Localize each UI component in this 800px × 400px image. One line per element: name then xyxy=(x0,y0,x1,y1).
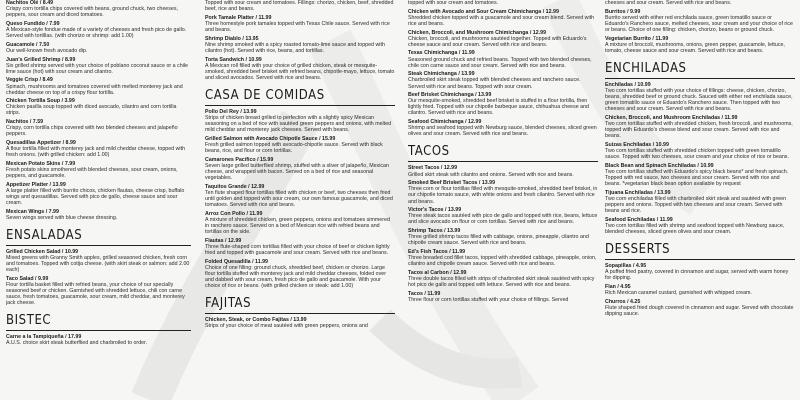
menu-item xyxy=(6,182,191,206)
menu-column-3 xyxy=(408,0,598,400)
menu-item-name: Flan / 4.95 xyxy=(605,283,631,290)
menu-item xyxy=(408,9,598,27)
menu-item-description: Spinach, mushrooms and tomatoes covered with melted monterey jack and cheddar cheese on top of a crispy flour tortilla. xyxy=(6,83,183,96)
menu-item-description: A mixture of broccoli, mushrooms, onions, green pepper, guacamole, lettuce, tomato, cheese sauce and sour cream. Served with rice and beans. xyxy=(605,41,785,54)
menu-item-name: Chicken, Steak, or Combo Fajitas / 13.99 xyxy=(205,317,307,323)
menu-item-description: Two corn tortillas stuffed with your choice of fillings: cheese, chicken, chorizo, beans, shredded beef or ground chuck. Sauced with either red enchilada sauce, green tomatillo sauce or Eduardo's Ranchero sauce. Then topped with two cheeses and sour cream. Served with rice and beans. xyxy=(605,88,793,113)
menu-item xyxy=(6,0,191,18)
menu-item xyxy=(408,228,598,246)
menu-item-description: Seven large grilled butterflied shrimp, stuffed with a sliver of jalapeño, Mexican cheese, and wrapped with bacon. Served on a bed of rice and seasonal vegetables. xyxy=(205,162,389,182)
menu-item xyxy=(6,140,191,158)
menu-item xyxy=(408,270,598,288)
menu-item-description: Nine shrimp smoked with a spicy roasted tomato-lime sauce and topped with cilantro (hot). Served with rice, beans, and tortillas. xyxy=(205,41,385,54)
menu-item xyxy=(205,259,395,289)
menu-item xyxy=(205,36,395,54)
menu-item-name: Sopapillas / 4.95 xyxy=(605,263,647,270)
menu-item xyxy=(6,249,191,273)
menu-item-description: Topped with sour cream and tomatoes. Fillings: chorizo, chicken, beef, shredded beef, rice and beans. xyxy=(205,0,394,13)
menu-item-description: Choice of one filling: ground chuck, shredded beef, chicken or chorizo. Large flour tortilla stuffed with monterey jack and mild cheddar cheeses, folded over and dabbed with sour cream, fresh pico de gallo and guacamole. With your choice of rice or beans. (with grilled chicken or steak: add 1.00) xyxy=(205,264,386,289)
menu-item-description: A mixture of shredded chicken, green peppers, onions and tomatoes simmered in ranchero sauce. Served on a bed of Mexican rice with refried beans and tortillas on the side. xyxy=(205,216,390,235)
menu-item xyxy=(205,57,395,81)
menu-item xyxy=(205,157,395,181)
menu-item-description: Two corn tortillas stuffed with Eduardo's spicy black beans* and fresh spinach. Topped with red sauce, two cheeses and sour cream. Served with rice and beans. *vegetarian black bean option available by request xyxy=(605,168,789,188)
menu-item xyxy=(605,284,795,296)
menu-column-1 xyxy=(6,0,191,400)
menu-item-name: Quesadillas Appetizer / 8.99 xyxy=(6,140,76,147)
menu-item xyxy=(408,180,598,204)
menu-item xyxy=(408,50,598,68)
menu-item-description: Seasoned ground chuck and refried beans. Topped with two blended cheeses, chile con carne sauce and sour cream. Served with rice and beans. xyxy=(408,56,592,69)
menu-item-name: Chicken Tortilla Soup / 3.99 xyxy=(6,98,75,105)
menu-item-name: Churros / 4.25 xyxy=(605,298,641,305)
menu-item-description: Two corn enchiladas filled with charbroiled skirt steak and sautéed with green peppers and onions. Topped with two cheeses and sour cream. Served with beans and rice. xyxy=(605,195,787,215)
menu-item xyxy=(605,0,795,6)
menu-item xyxy=(205,238,395,256)
menu-item-description: Seven wings served with blue cheese dressing. xyxy=(6,214,118,221)
menu-item-description: Crispy corn tortilla chips covered with beans, ground chuck, two cheeses, peppers, sour cream and diced tomatoes. xyxy=(6,6,178,19)
menu-item xyxy=(205,184,395,208)
menu-item xyxy=(605,163,795,187)
menu-item-name: Carne a la Tampiqueña / 17.99 xyxy=(6,334,82,341)
menu-item-description: Grilled skirt steak with cilantro and onions. Served with rice and beans. xyxy=(408,171,574,178)
menu-item xyxy=(408,92,598,116)
menu-item xyxy=(6,161,191,179)
menu-item-name: Torta Sandwich / 10.99 xyxy=(205,56,262,63)
menu-item-description: Strips of your choice of meat sautéed with green peppers, onions and xyxy=(205,323,368,330)
menu-item-name: Grilled Salmon with Avocado Chipotle Sauce / 15.99 xyxy=(205,135,336,142)
menu-item-name: Ed's Fish Tacos / 11.99 xyxy=(408,248,466,255)
menu-item-name: Chicken, Broccoli, and Mushroom Enchiladas / 11.99 xyxy=(605,115,738,121)
menu-item-description: Strips of chicken breast grilled to perfection with a slightly spicy Mexican seasoning on a bed of rice with sautéed green peppers and onions, with melted mild cheddar and monterey jack cheeses. Served with beans. xyxy=(205,115,392,134)
menu-item xyxy=(6,21,191,39)
menu-item-description: Chicken, broccoli, and mushrooms sautéed together. Topped with Eduardo's cheese sauce and sour cream. Served with rice and beans. xyxy=(408,35,587,48)
section-title-casa-de-comidas: CASA DE COMIDAS xyxy=(205,89,395,106)
menu-item-description: A large platter filled with burrito chicos, chicken flautas, cheese crisp, buffalo wings and quesadillas. Served with pico de gallo, cheese sauce and sour cream. xyxy=(6,187,185,207)
menu-item-name: Nachitos Olé / 8.49 xyxy=(6,0,54,6)
menu-item-name: Shrimp Diablo / 13.95 xyxy=(205,35,259,42)
menu-item-name: Chicken, Broccoli, and Mushroom Chimichanga / 12.99 xyxy=(408,29,547,36)
menu-item-description: Rich Mexican caramel custard, garnished with whipped cream. xyxy=(605,290,752,297)
menu-item-description: Burrito served with either red enchilada sauce, green tomatillo sauce or Eduardo's Ranchero sauce, melted cheeses, sour cream and your choice of rice or beans. Choice of one filling: chicken, chorizo, beans or ground chuck. xyxy=(605,14,793,33)
menu-item-name: Smoked Beef Brisket Tacos / 13.99 xyxy=(408,180,496,187)
menu-item-description: Three corn or flour tortillas filled with mesquite-smoked, shredded beef brisket, in our chipotle tomato sauce, with white onions and fresh cilantro. Served with rice and beans. xyxy=(408,186,598,205)
menu-item xyxy=(605,9,795,33)
menu-item-description: Shredded chicken topped with a guacamole and sour cream blend. Served with rice and beans. xyxy=(408,14,595,27)
menu-item-name: Grilled Chicken Salad / 10.99 xyxy=(6,248,79,255)
menu-item-description: Chicken pasilla soup topped with diced avocado, cilantro and corn tortilla strips. xyxy=(6,104,177,117)
menu-item-name: Veggie Crisp / 8.49 xyxy=(6,77,53,84)
menu-item-description: Three flour or corn tortillas stuffed with your choice of fillings. Served xyxy=(408,296,569,303)
menu-item-name: Arroz Con Pollo / 11.99 xyxy=(205,210,263,217)
menu-item-name: Pollo Del Rey / 13.99 xyxy=(205,108,257,115)
menu-item xyxy=(6,77,191,95)
menu-item-description: Three breaded cod fillet tacos, topped with shredded cabbage, pineapple, onion, cilantro and chipotle cream sauce. Served with rice and beans. xyxy=(408,255,597,268)
menu-item-name: Taquitos Grande / 12.99 xyxy=(205,183,265,190)
menu-item-description: Three steak tacos sautéed with pico de gallo and topped with rice, beans, lettuce and slice avocado on flour or corn tortillas. Served with rice and beans. xyxy=(408,213,598,226)
menu-item-name: Chicken with Avocado and Sour Cream Chimichanga / 12.99 xyxy=(408,8,559,15)
section-title-fajitas: FAJITAS xyxy=(205,297,395,314)
section-title-ensaladas: ENSALADAS xyxy=(6,229,191,246)
menu-item-description: A Mexican-style fondue made of a variety of cheeses and fresh pico de gallo. Served with tortillas. (with chorizo or shrimp: add 1.00) xyxy=(6,26,187,40)
menu-item-name: Seafood Enchiladas / 11.99 xyxy=(605,216,673,223)
menu-item-name: Texas Chimichanga / 11.99 xyxy=(408,50,475,57)
menu-item-description: topped with sour cream and tomatoes. xyxy=(408,0,499,6)
menu-item xyxy=(605,217,795,235)
menu-item-description: Shrimp and seafood topped with Newburg sauce, blended cheeses, sliced green olives and sour cream. Served with rice and beans. xyxy=(408,125,597,138)
menu-item-name: Mexican Potato Skins / 7.99 xyxy=(6,160,76,167)
menu-item-name: Beef Brisket Chimichanga / 13.99 xyxy=(408,92,492,99)
menu-item-name: Suizas Enchiladas / 10.99 xyxy=(605,141,669,148)
menu-item xyxy=(6,98,191,116)
menu-item-name: Guacamole / 7.50 xyxy=(6,41,50,48)
menu-item-description: Fresh grilled salmon topped with avocado-chipotle sauce. Served with black beans, rice, and flour or corn tortillas. xyxy=(205,141,383,155)
menu-item xyxy=(205,211,395,235)
section-title-bistec: BISTEC xyxy=(6,314,191,331)
menu-item xyxy=(6,334,191,346)
menu-item-name: Tijuana Enchiladas / 13.99 xyxy=(605,189,671,196)
menu-item-description: A flour tortilla filled with monterey jack and mild cheddar cheese, topped with fresh onions. (with grilled chicken: add 1.00) xyxy=(6,146,186,159)
menu-item-name: Nachitos / 7.59 xyxy=(6,119,44,126)
menu-item xyxy=(605,36,795,54)
menu-item-description: Flour tortilla basket filled with refried beans, your choice of our specially seasoned beef or chicken. Garnished with shredded lettuce, chili con carne sauce, fresh tomatoes, guacamole, sour cream, mild cheddar, and monterey jack cheese. xyxy=(6,282,185,307)
menu-item-description: Six grilled shrimp served with your choice of poblano coconut sauce or a chile lime sauce (hot) with sour cream and cilantro. xyxy=(6,62,188,75)
menu-item xyxy=(408,119,598,137)
menu-item xyxy=(408,207,598,225)
menu-item-name: Seafood Chimichanga / 12.99 xyxy=(408,119,482,126)
menu-item-name: Tacos / 11.99 xyxy=(408,290,441,297)
menu-item xyxy=(6,57,191,75)
menu-item xyxy=(408,249,598,267)
menu-item-description: Three homestyle pork tamales topped with Texas Chile sauce. Served with rice and beans. xyxy=(205,20,390,33)
menu-item-description: Three flute-shaped corn tortillas filled with your choice of beef or chicken lightly fried and topped with guacamole and sour cream. Served with rice and beans. xyxy=(205,243,390,256)
menu-item-name: Pork Tamale Platter / 11.99 xyxy=(205,14,272,21)
menu-item xyxy=(605,190,795,214)
menu-item-description: Flute shaped fried dough covered in cinnamon and sugar. Served with chocolate dipping sauce. xyxy=(605,304,794,317)
menu-item xyxy=(408,165,598,177)
menu-item-description: Ten flute shaped flour tortillas filled with chicken or beef, two cheeses then fried until golden and topped with sour cream, our own famous guacamole, and diced tomatoes. Served with rice and beans. xyxy=(205,189,393,208)
menu-item-name: Mexican Wings / 7.99 xyxy=(6,208,59,215)
menu-item-name: Street Tacos / 12.99 xyxy=(408,165,458,172)
menu-item-name: Taco Salad / 9.99 xyxy=(6,275,49,282)
menu-item-description: A puffed fried pastry, covered in cinnamon and sugar, served with warm honey for dipping. xyxy=(605,269,789,282)
menu-item xyxy=(205,136,395,154)
menu-column-4 xyxy=(605,0,795,400)
menu-item xyxy=(408,291,598,303)
menu-item-name: Folded Quesadilla / 11.99 xyxy=(205,258,268,265)
menu-item-description: Two corn tortillas stuffed with shredded chicken, fresh broccoli, and mushrooms, topped with Eduardo's cheese blend and sour cream. Served with rice and beans. xyxy=(605,121,793,140)
menu-item-name: Enchiladas / 10.99 xyxy=(605,81,651,88)
menu-item xyxy=(605,142,795,160)
menu-item-name: Camarones Pacífico / 15.99 xyxy=(205,156,274,163)
menu-item xyxy=(605,299,795,317)
menu-item xyxy=(205,0,395,12)
menu-item xyxy=(408,30,598,48)
menu-item xyxy=(205,15,395,33)
menu-item-name: Burritos / 9.99 xyxy=(605,8,641,15)
menu-item-name: Tacos al Carbon / 12.99 xyxy=(408,269,467,276)
menu-item-description: cheeses and sour cream. Served with rice and beans. xyxy=(605,0,732,6)
section-title-tacos: TACOS xyxy=(408,145,598,162)
menu-item xyxy=(205,317,395,329)
menu-item-description: Charbroiled skirt steak topped with blended cheeses and ranchero sauce. Served with rice and beans. Topped with sour cream. xyxy=(408,77,581,90)
menu-item-description: Three double tacos filled with strips of charbroiled skirt steak sautéed with spicy hot pico de gallo and topped with lettuce. Served with rice and beans. xyxy=(408,275,595,288)
menu-item-description: Our well-known fresh avocado dip. xyxy=(6,47,88,54)
menu-item-description: Fresh potato skins smothered with blended cheeses, sour cream, onions, peppers, and guacamole. xyxy=(6,167,178,180)
menu-item-name: Flautas / 12.99 xyxy=(205,237,242,244)
menu-item-name: Shrimp Tacos / 13.99 xyxy=(408,228,461,235)
menu-item-name: Black Bean and Spinach Enchiladas / 10.99 xyxy=(605,162,714,169)
menu-item-name: Juan's Grilled Shrimp / 8.99 xyxy=(6,56,76,63)
menu-item-description: Mixed greens with Granny Smith apples, grilled seasoned chicken, fresh corn and tomatoes. Topped with cotija cheese. (with skirt steak or salmon: add 2.00 each) xyxy=(6,255,190,274)
menu-item xyxy=(408,0,598,6)
menu-item xyxy=(6,209,191,221)
menu-item-description: Two corn tortillas stuffed with shredded chicken topped with green tomatillo sauce. Topped with two cheeses, sour cream and your choice of rice or beans. xyxy=(605,148,789,161)
menu-item-name: Vegetarian Burrito / 11.99 xyxy=(605,35,669,42)
menu-item-description: A.U.S. choice skirt steak butterflied and charbroiled to order. xyxy=(6,340,148,347)
menu-item-description: Two corn tortillas filled with shrimp and seafood topped with Newburg sauce, blended cheeses, sliced green olives and sour cream. xyxy=(605,222,785,235)
menu-column-2 xyxy=(205,0,395,400)
menu-item-description: A Mexican roll filled with your choice of grilled chicken, steak or mesquite-smoked, shredded beef brisket with refried beans, chipotle-mayo, lettuce, tomato and sliced avocados. Served with rice and beans. xyxy=(205,62,395,81)
menu-item xyxy=(605,82,795,112)
menu-item xyxy=(605,115,795,139)
menu-item-name: Steak Chimichanga / 13.99 xyxy=(408,71,475,78)
section-title-desserts: DESSERTS xyxy=(605,243,795,260)
menu-item-name: Appetizer Platter / 13.99 xyxy=(6,181,66,188)
menu-item xyxy=(6,119,191,137)
menu-item xyxy=(6,276,191,306)
menu-item-description: Our mesquite-smoked, shredded beef brisket is stuffed in a flour tortilla, then lightly fried. Topped with our chipotle barbeque sauce, chihuahua cheese and cilantro. Served with rice and beans. xyxy=(408,98,590,117)
section-title-enchiladas: ENCHILADAS xyxy=(605,62,795,79)
menu-item-name: Victor's Tacos / 13.99 xyxy=(408,207,462,214)
menu-item xyxy=(408,71,598,89)
menu-item xyxy=(6,42,191,54)
menu-item xyxy=(205,109,395,133)
menu-item-description: Crispy, corn tortilla chips covered with two blended cheeses and jalapeño peppers. xyxy=(6,125,178,138)
menu-item xyxy=(605,263,795,281)
menu-item-description: Three grilled shrimp tacos filled with cabbage, onions, pineapple, cilantro and chipotle cream sauce. Served with rice and beans. xyxy=(408,234,589,247)
menu-item-name: Queso Fundido / 7.99 xyxy=(6,20,60,27)
